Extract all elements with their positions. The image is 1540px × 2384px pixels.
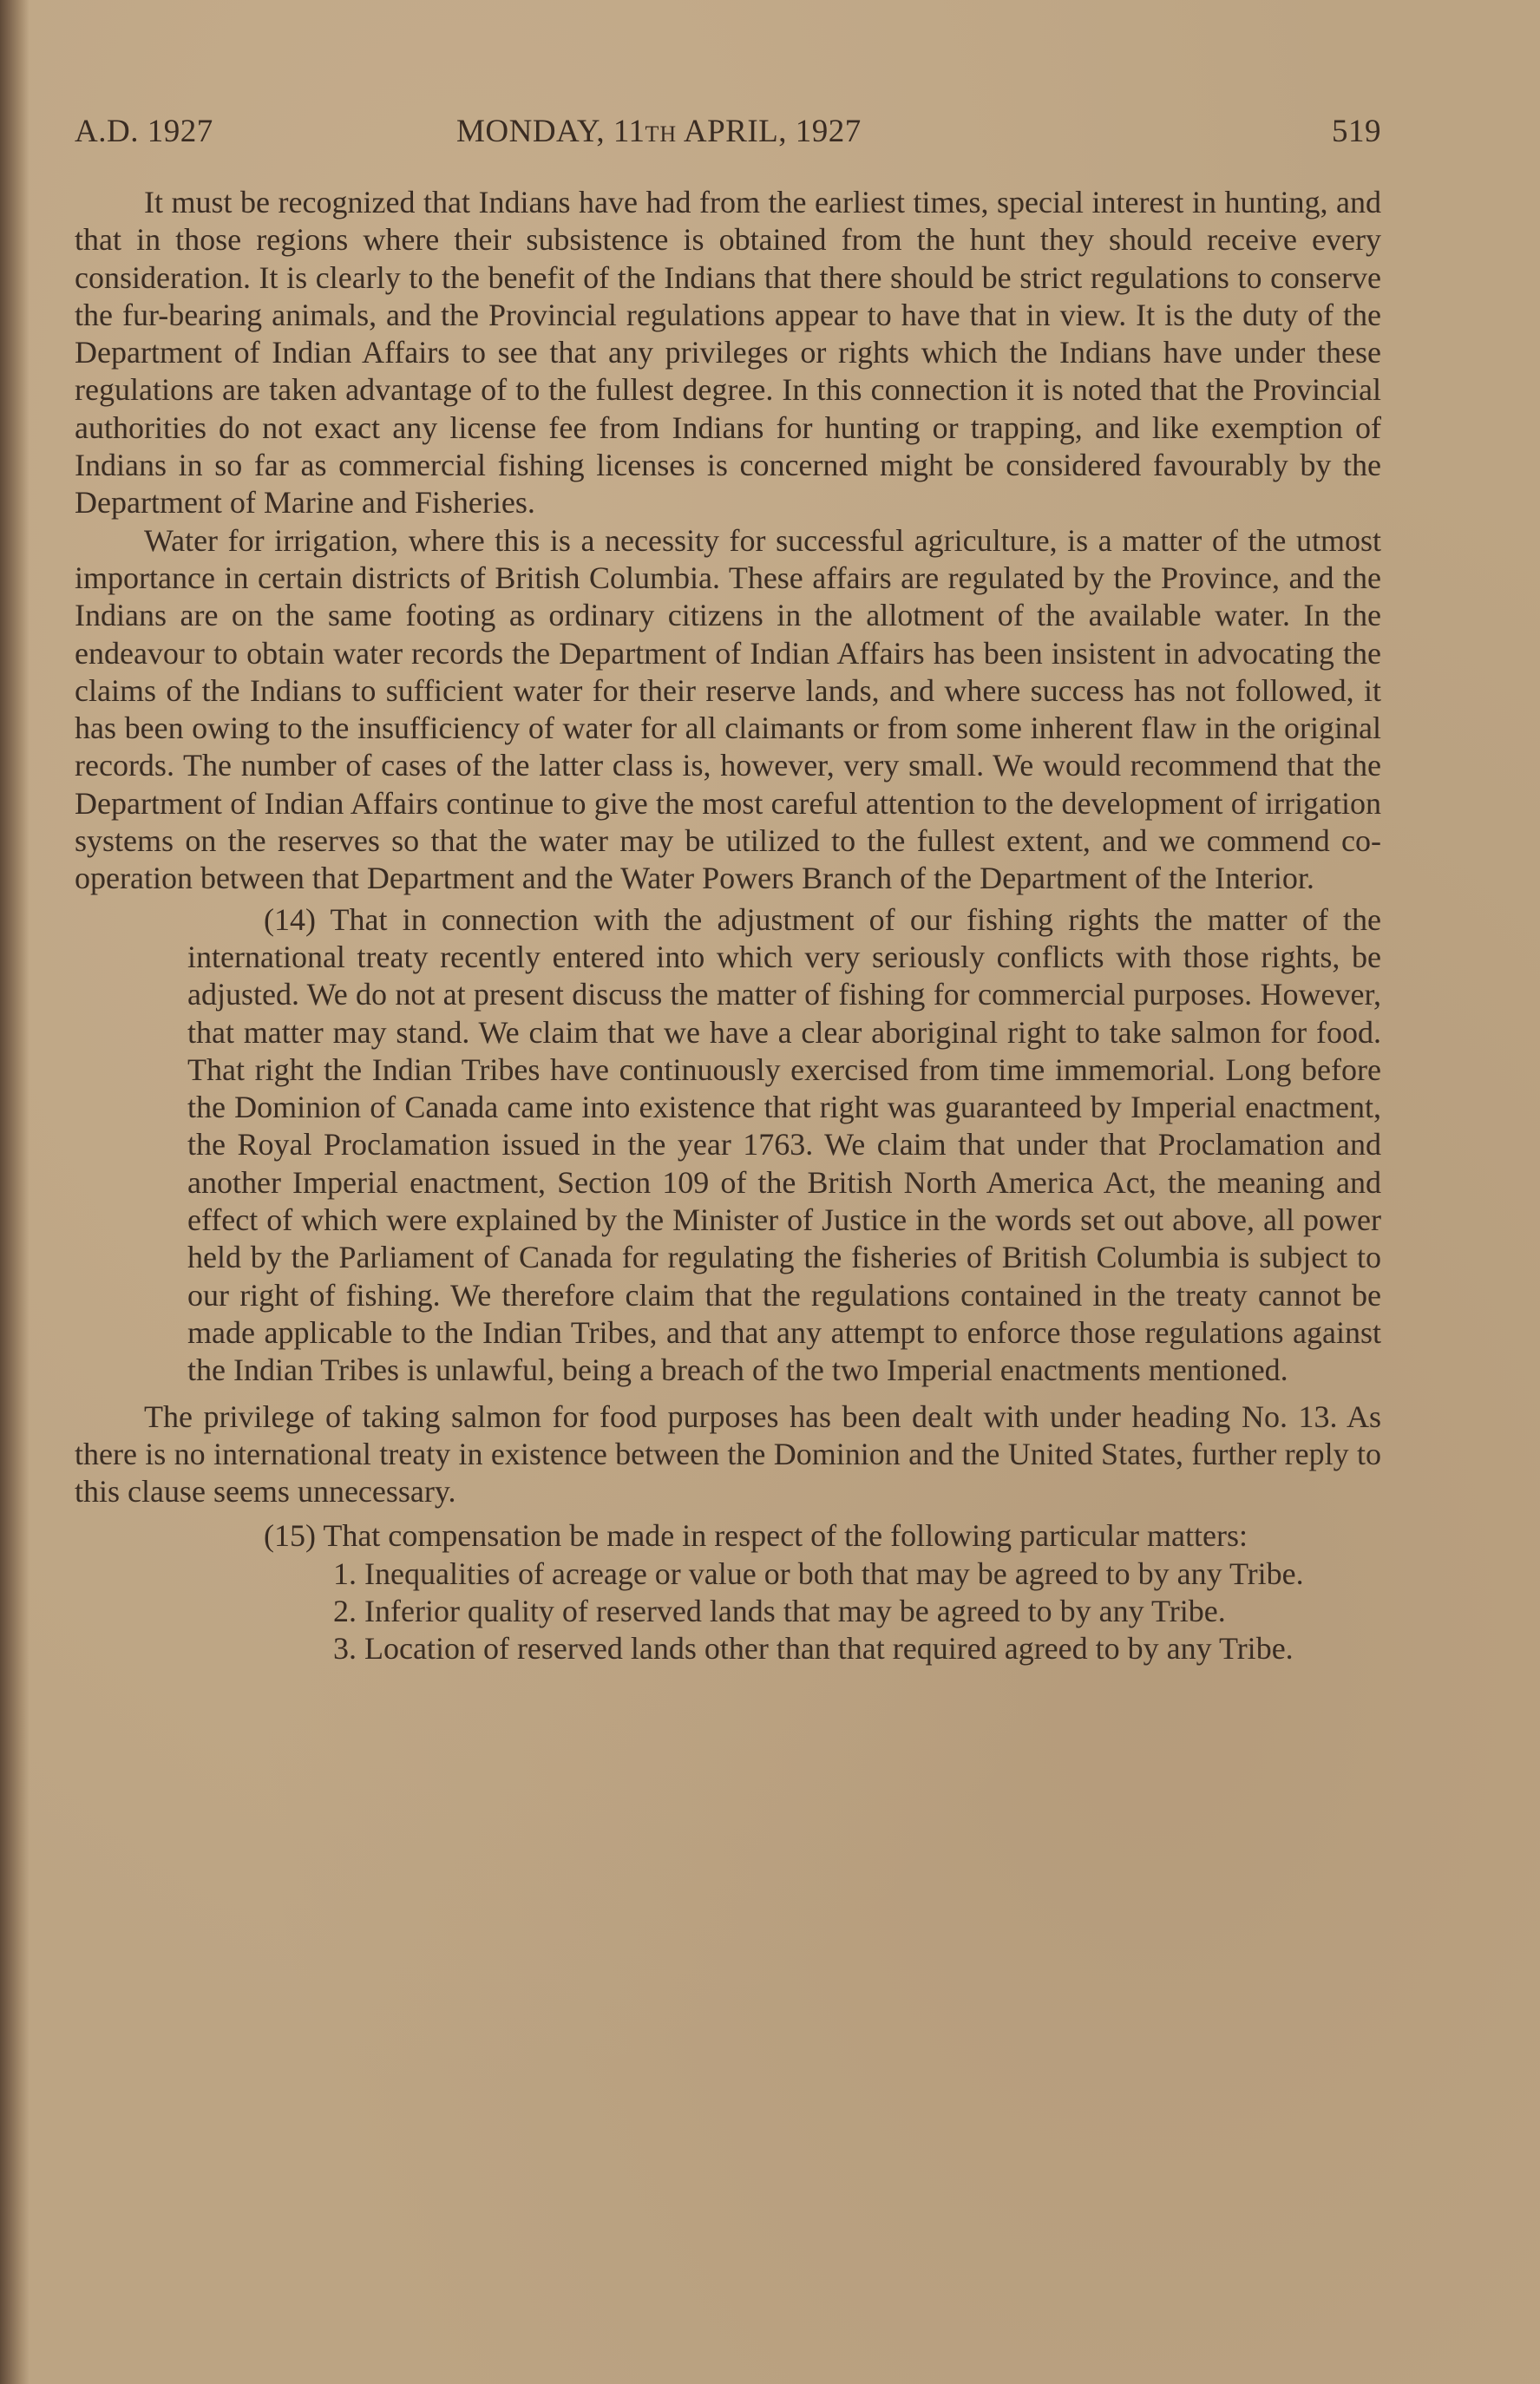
- paragraph-irrigation: Water for irrigation, where this is a necessity for successful agriculture, is a matter of the utmost importance in certain districts of British Columbia. These affairs are regulated by the Province, and the Indians are on the same footing as ordinary citizens in the allotment of the available water. In the endeavour to obtain water records the Department of Indian Affairs has been insistent in advocating the claims of the Indians to sufficient water for their reserve lands, and where success has not followed, it has been owing to the insufficiency of water for all claimants or from some inherent flaw in the original records. The number of cases of the latter class is, however, very small. We would recommend that the Department of Indian Affairs continue to give the most careful attention to the development of irrigation systems on the reserves so that the water may be utilized to the fullest extent, and we commend co-operation between that Department and the Water Powers Branch of the Department of the Interior.: [75, 522, 1381, 896]
- paragraph-salmon-reply: The privilege of taking salmon for food purposes has been dealt with under heading No. 13. As there is no international treaty in existence between the Dominion and the United States, further reply to this clause seems unnecessary.: [75, 1398, 1381, 1510]
- page-body: [75, 184, 1381, 1668]
- claim-14-fishing-rights: (14) That in connection with the adjustment of our fishing rights the matter of the international treaty recently entered into which very seriously conflicts with those rights, be adjusted. We do not at present discuss the matter of fishing for commercial purposes. However, that matter may stand. We claim that we have a clear aboriginal right to take salmon for food. That right the Indian Tribes have continuously exercised from time immemorial. Long before the Dominion of Canada came into existence that right was guaranteed by Imperial enactment, the Royal Proclamation issued in the year 1763. We claim that under that Proclamation and another Imperial enactment, Section 109 of the British North America Act, the meaning and effect of which were explained by the Minister of Justice in the words set out above, all power held by the Parliament of Canada for regulating the fisheries of British Columbia is subject to our right of fishing. We therefore claim that the regulations contained in the treaty cannot be made applicable to the Indian Tribes, and that any attempt to enforce those regulations against the Indian Tribes is unlawful, being a breach of the two Imperial enactments mentioned.: [187, 901, 1381, 1388]
- header-year: A.D. 1927: [75, 114, 213, 149]
- header-date-main: MONDAY, 11: [456, 114, 645, 149]
- page-header: [75, 113, 1381, 156]
- header-date-suffix: TH: [645, 121, 678, 147]
- claim-15-compensation: (15) That compensation be made in respect of the following particular matters:: [264, 1518, 1248, 1554]
- header-date: [456, 113, 862, 150]
- paragraph-hunting: It must be recognized that Indians have had from the earliest times, special interest in hunting, and that in those regions where their subsistence is obtained from the hunt they should receive every consideration. It is clearly to the benefit of the Indians that there should be strict regulations to conserve the fur-bearing animals, and the Provincial regulations appear to have that in view. It is the duty of the Department of Indian Affairs to see that any privileges or rights which the Indians have under these regulations are taken advantage of to the fullest degree. In this connection it is noted that the Provincial authorities do not exact any license fee from Indians for hunting or trapping, and like exemption of Indians in so far as commercial fishing licenses is concerned might be considered favourably by the Department of Marine and Fisheries.: [75, 185, 1381, 521]
- header-date-rest: APRIL, 1927: [677, 114, 862, 149]
- compensation-item-2: 2. Inferior quality of reserved lands that may be agreed to by any Tribe.: [333, 1593, 1226, 1628]
- compensation-item-1: 1. Inequalities of acreage or value or both that may be agreed to by any Tribe.: [333, 1555, 1304, 1591]
- page-number: 519: [1332, 114, 1381, 149]
- compensation-item-3: 3. Location of reserved lands other than that required agreed to by any Tribe.: [333, 1631, 1294, 1667]
- book-binding-edge: [0, 0, 29, 2384]
